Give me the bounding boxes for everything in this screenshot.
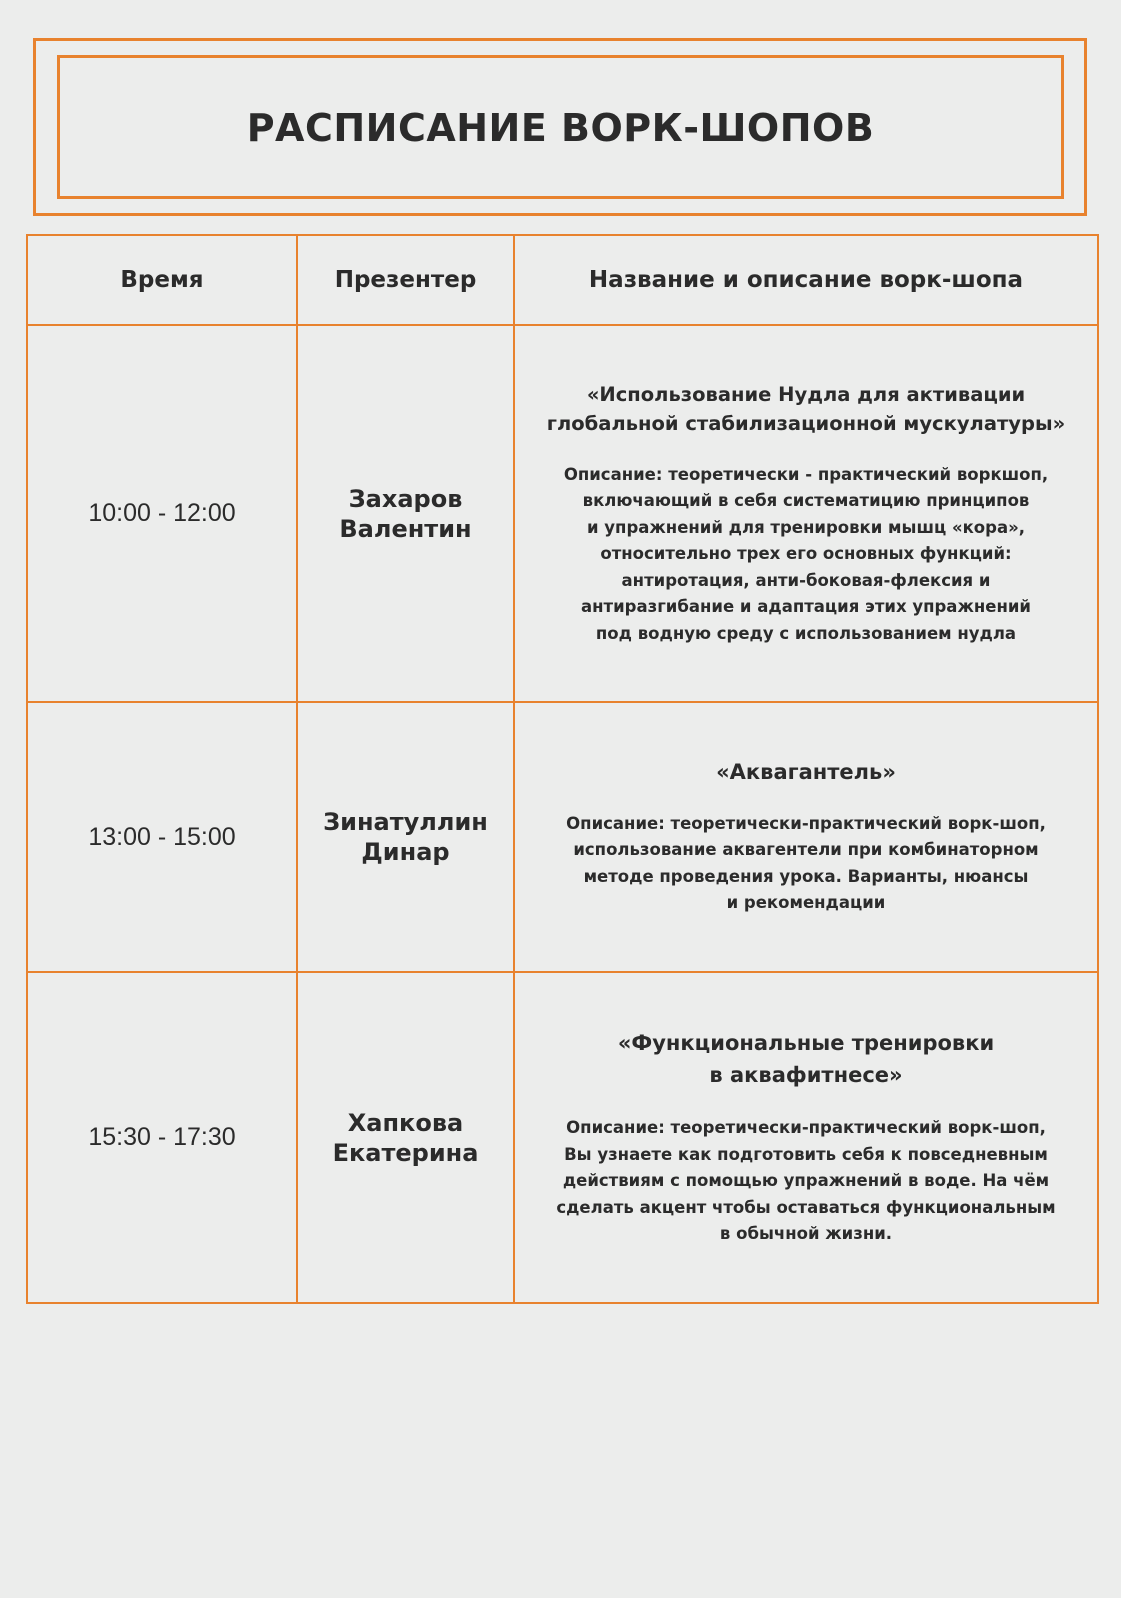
- description-line: и рекомендации: [726, 893, 886, 912]
- presenter-cell: [297, 325, 514, 702]
- workshop-cell: [514, 325, 1098, 702]
- presenter-firstname: Екатерина: [332, 1138, 479, 1167]
- workshop-description: [527, 811, 1085, 917]
- table-row: [27, 702, 1098, 972]
- workshop-description: [527, 462, 1085, 648]
- description-line: антиразгибание и адаптация этих упражнений: [581, 597, 1031, 617]
- presenter-firstname: Валентин: [339, 514, 472, 543]
- workshop-title-line: в аквафитнесе»: [709, 1063, 903, 1088]
- description-line: в обычной жизни.: [719, 1224, 893, 1244]
- time-cell: 15:30 - 17:30: [27, 972, 297, 1303]
- description-line: относительно трех его основных функций:: [600, 544, 1012, 564]
- workshop-title-line: «Аквагантель»: [716, 759, 896, 784]
- presenter-cell: [297, 702, 514, 972]
- presenter-surname: Захаров: [348, 484, 463, 513]
- description-line: и упражнений для тренировки мышц «кора»,: [586, 517, 1026, 537]
- description-line: использование аквагентели при комбинаторном: [573, 840, 1039, 859]
- presenter-cell: [297, 972, 514, 1303]
- description-line: методе проведения урока. Варианты, нюансы: [583, 866, 1029, 886]
- workshop-cell: [514, 702, 1098, 972]
- description-line: Описание: теоретически-практический ворк-шоп,: [566, 1118, 1046, 1138]
- description-line: действиям с помощью упражнений в воде. На чём: [562, 1171, 1050, 1191]
- time-cell: 13:00 - 15:00: [27, 702, 297, 972]
- workshop-title: [527, 758, 1085, 787]
- column-header-presenter: Презентер: [297, 235, 514, 325]
- table-row: [27, 325, 1098, 702]
- workshop-title-line: «Использование Нудла для активации: [586, 382, 1026, 406]
- presenter-firstname: Динар: [361, 838, 450, 866]
- description-line: Вы узнаете как подготовить себя к повседневным: [564, 1144, 1048, 1164]
- workshop-title-line: «Функциональные тренировки: [617, 1031, 995, 1056]
- time-cell: 10:00 - 12:00: [27, 325, 297, 702]
- workshop-description: [527, 1115, 1085, 1248]
- description-line: включающий в себя систематицию принципов: [582, 491, 1030, 511]
- presenter-surname: Хапкова: [347, 1108, 464, 1137]
- table-row: [27, 972, 1098, 1303]
- page-title: РАСПИСАНИЕ ВОРК-ШОПОВ: [246, 106, 875, 150]
- column-header-time: Время: [27, 235, 297, 325]
- workshop-title-line: глобальной стабилизационной мускулатуры»: [546, 411, 1066, 435]
- description-line: под водную среду с использованием нудла: [595, 623, 1017, 643]
- workshop-cell: [514, 972, 1098, 1303]
- table-header-row: [27, 235, 1098, 325]
- presenter-surname: Зинатуллин: [323, 808, 488, 836]
- workshop-title: [527, 380, 1085, 438]
- schedule-table: [26, 234, 1099, 1304]
- column-header-description: Название и описание ворк-шопа: [514, 235, 1098, 325]
- title-inner-frame: [57, 55, 1064, 199]
- description-line: Описание: теоретически-практический ворк-шоп,: [566, 813, 1046, 833]
- description-line: Описание: теоретически - практический воркшоп,: [563, 464, 1049, 484]
- workshop-title: [527, 1027, 1085, 1091]
- description-line: антиротация, анти-боковая-флексия и: [621, 570, 991, 590]
- description-line: сделать акцент чтобы оставаться функциональным: [556, 1197, 1056, 1217]
